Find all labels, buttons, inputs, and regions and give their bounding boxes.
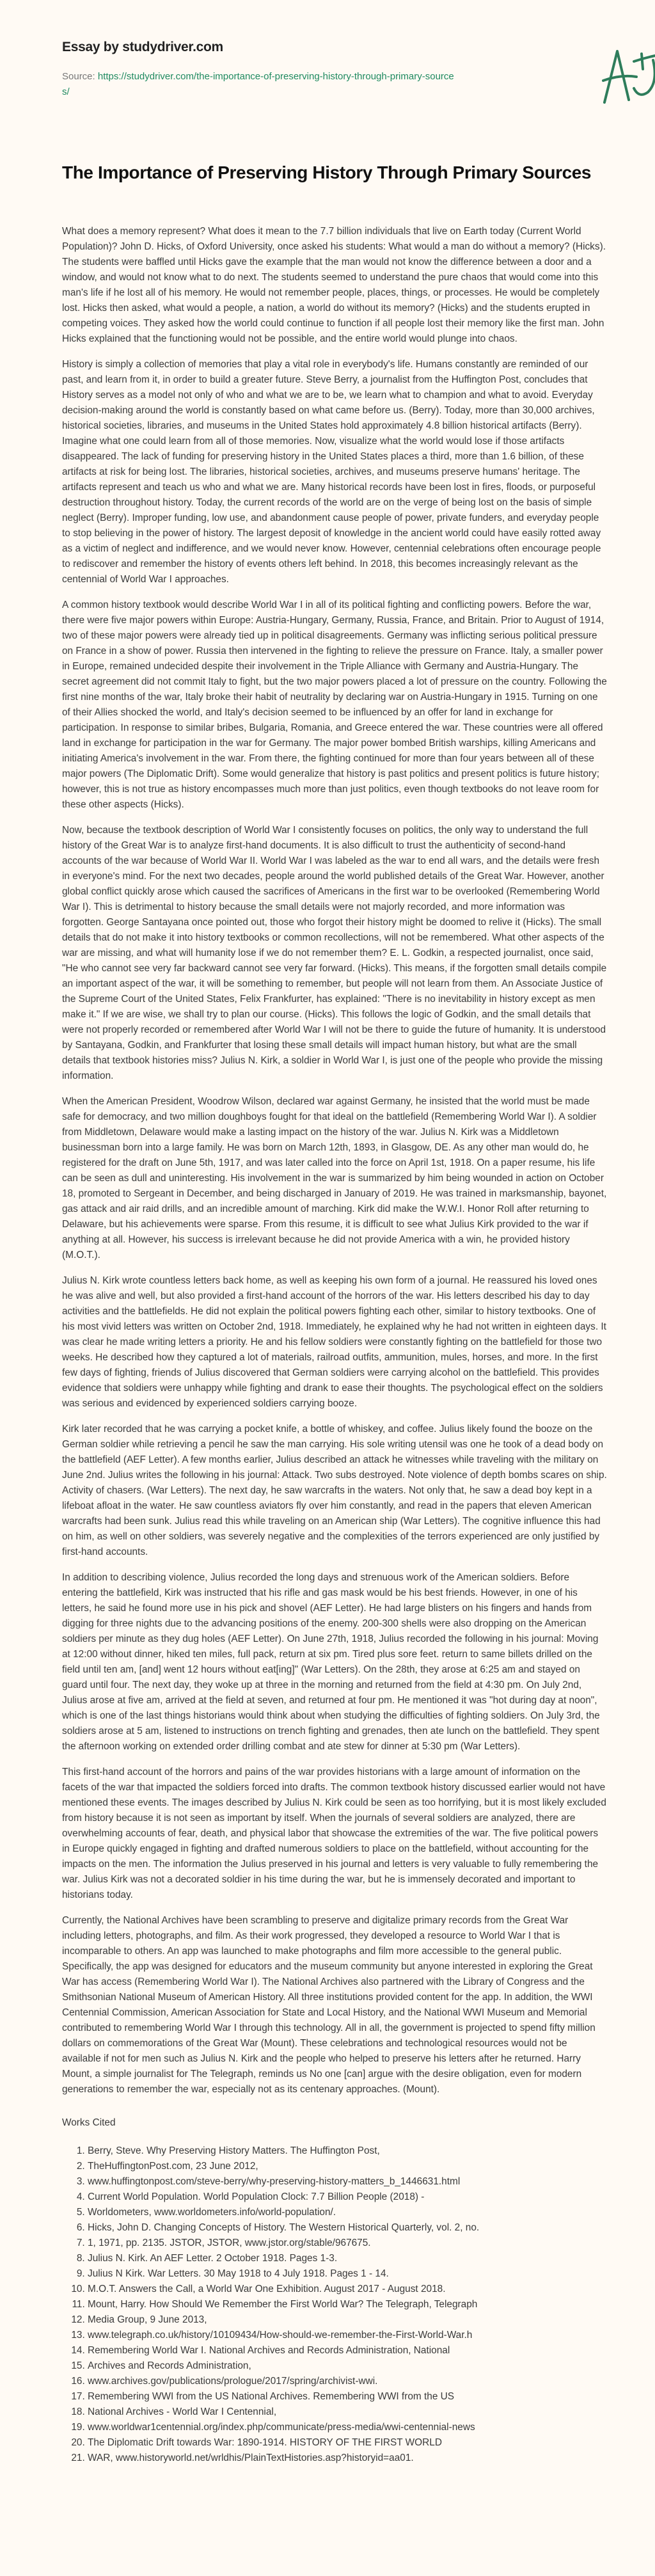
citation-item: 9. Julius N Kirk. War Letters. 30 May 1918 to 4 July 1918. Pages 1 - 14.: [88, 2266, 607, 2282]
paragraph: History is simply a collection of memories that play a vital role in everybody's life. Humans constantly are reminded of our past, and learn from it, in order to build a greater future. Steve Berry, a journalist from the Huffington Post, concludes that History serves as a model not only of who and what we are to be, we learn what to champion and what to avoid. Everyday decision-making around the world is constantly based on what came before us. (Berry). Today, more than 30,000 archives, historical societies, libraries, and museums in the United States hold approximately 4.8 billion historical artifacts (Berry). Imagine what one could learn from all of those memories. Now, visualize what the world would lose if those artifacts disappeared. The lack of funding for preserving history in the United States places a third, more than 1.6 billion, of these artifacts at risk for being lost. The libraries, historical societies, archives, and museums preserve humans' heritage. The artifacts represent and teach us who and what we are. Many historical records have been lost in fires, floods, or purposeful destruction throughout history. Today, the current records of the world are on the verge of being lost on the basis of simple neglect (Berry). Improper funding, low use, and abandonment cause people of power, private funders, and everyday people to stop believing in the power of history. The largest deposit of knowledge in the ancient world could have easily rotted away as a victim of neglect and indifference, and we would never know. However, centennial celebrations often encourage people to rediscover and remember the history of events others left behind. In 2018, this becomes increasingly relevant as the centennial of World War I approaches.: [62, 359, 601, 585]
paragraph: A common history textbook would describe World War I in all of its political fighting and conflicting powers. Before the war, there were five major powers within Europe: Austria-Hungary, Germany, Russia, France, and Britain. Prior to August of 1914, two of these major powers were already tied up in political disagreements. Germany was inflicting serious political pressure on France in a show of power. Russia then intervened in the fighting to relieve the pressure on France. Italy, a smaller power in Europe, remained undecided despite their involvement in the Triple Alliance with Germany and Austria-Hungary. The secret agreement did not commit Italy to fight, but the two major powers placed a lot of pressure on the country. Following the first nine months of the war, Italy broke their habit of neutrality by declaring war on Austria-Hungary in 1915. Turning on one of their Allies shocked the world, and Italy's decision seemed to be influenced by an offer for land in exchange for participation. In response to similar bribes, Bulgaria, Romania, and Greece entered the war. These countries were all offered land in exchange for participation in the war for Germany. The major power bombed British warships, killing Americans and initiating America's involvement in the war. From there, the fighting continued for more than four years between all of these major powers (The Diplomatic Drift). Some would generalize that history is past politics and present politics is future history; however, this is not true as history encompasses much more than just politics, even though textbooks do not leave room for these other aspects (Hicks).: [62, 600, 607, 810]
citation-item: 16. www.archives.gov/publications/prologue/2017/spring/archivist-wwi.: [88, 2374, 607, 2389]
works-cited-list: [62, 2143, 607, 2466]
citation-item: 11. Mount, Harry. How Should We Remember the First World War? The Telegraph, Telegraph: [88, 2297, 607, 2312]
a-plus-logo-icon: [592, 44, 655, 107]
citation-item: 18. National Archives - World War I Centennial,: [88, 2405, 607, 2420]
paragraph: Julius N. Kirk wrote countless letters back home, as well as keeping his own form of a journal. He reassured his loved ones he was alive and well, but also provided a first-hand account of the horrors of the war. His letters described his day to day activities and the battlefields. He did not explain the political powers fighting each other, similar to history textbooks. One of his most vivid letters was written on October 2nd, 1918. Immediately, he explained why he had not written in eighteen days. It was clear he made writing letters a priority. He and his fellow soldiers were constantly fighting on the battlefield for those two weeks. He described how they captured a lot of materials, railroad outfits, ammunition, mules, horses, and more. In the first few days of fighting, friends of Julius discovered that German soldiers were carrying alcohol on the battlefield. This provides evidence that soldiers were unhappy while fighting and drank to ease their thoughts. The psychological effect on the soldiers was serious and evidenced by experienced soldiers carrying booze.: [62, 1275, 606, 1409]
paragraph: Currently, the National Archives have been scrambling to preserve and digitalize primary records from the Great War including letters, photographs, and film. As their work progressed, they developed a resource to World War I that is incomparable to others. An app was launched to make photographs and film more accessible to the general public. Specifically, the app was designed for educators and the museum community but anyone interested in exploring the Great War has access (Remembering World War I). The National Archives also partnered with the Library of Congress and the Smithsonian National Museum of American History. All three institutions provided content for the app. In addition, the WWI Centennial Commission, American Association for State and Local History, and the National WWI Museum and Memorial contributed to remembering World War I through this technology. All in all, the government is projected to spend fifty million dollars on commemorations of the Great War (Mount). These celebrations and technological resources would not be available if not for men such as Julius N. Kirk and the people who helped to preserve his letters after he returned. Harry Mount, a simple journalist for The Telegraph, reminds us No one [can] argue with the desire obligation, even for modern generations to remember the war, especially not as its centenary approaches. (Mount).: [62, 1915, 596, 2095]
citation-item: 13. www.telegraph.co.uk/history/10109434/How-should-we-remember-the-First-World-War.h: [88, 2328, 607, 2343]
paragraph: When the American President, Woodrow Wilson, declared war against Germany, he insisted that the world must be made safe for democracy, and two million doughboys fought for that ideal on the battlefield (Remembering World War I). A soldier from Middletown, Delaware would make a lasting impact on the history of the war. Julius N. Kirk was a Middletown businessman born into a large family. He was born on March 12th, 1893, in Glasgow, DE. As any other man would do, he registered for the draft on June 5th, 1917, and was later called into the force on April 1st, 1918. On a paper resume, his life can be seen as dull and uninteresting. His involvement in the war is summarized by him being wounded in action on October 18, promoted to Sergeant in December, and being discharged in January of 2019. He was trained in marksmanship, bayonet, gas attack and air raid drills, and an incredible amount of marching. Kirk did make the W.W.I. Honor Roll after returning to Delaware, but his achievements were sparse. From this resume, it is difficult to see what Julius Kirk provided to the war if anything at all. However, his success is irrelevant because he did not provide America with a win, he provided history (M.O.T.).: [62, 1096, 607, 1260]
citation-item: 3. www.huffingtonpost.com/steve-berry/why-preserving-history-matters_b_1446631.html: [88, 2174, 607, 2190]
citation-item: 20. The Diplomatic Drift towards War: 1890-1914. HISTORY OF THE FIRST WORLD: [88, 2435, 607, 2451]
source-line: [62, 69, 459, 100]
paragraph: What does a memory represent? What does it mean to the 7.7 billion individuals that live on Earth today (Current World Population)? John D. Hicks, of Oxford University, once asked his students: What would a man do without a memory? (Hicks). The students were baffled until Hicks gave the example that the man would not know the difference between a door and a window, and would not know what to do next. The students seemed to understand the pure chaos that would come into this man's life if he lost all of his memory. He would not remember people, places, things, or processes. He would be completely lost. Hicks then asked, what would a people, a nation, a world do without its memory? (Hicks) and the students erupted in competing voices. They asked how the world could continue to function if all people lost their memory like the first man. John Hicks explained that the functioning would not be possible, and the entire world would plunge into chaos.: [62, 226, 606, 344]
citation-item: 15. Archives and Records Administration,: [88, 2358, 607, 2374]
source-label: Source:: [62, 71, 98, 82]
citation-item: 4. Current World Population. World Population Clock: 7.7 Billion People (2018) -: [88, 2190, 607, 2205]
citation-item: 21. WAR, www.historyworld.net/wrldhis/PlainTextHistories.asp?historyid=aa01.: [88, 2451, 607, 2466]
paragraph: Now, because the textbook description of World War I consistently focuses on politics, the only way to understand the full history of the Great War is to analyze first-hand documents. It is also difficult to trust the authenticity of second-hand accounts of the war because of World War II. World War I was labeled as the war to end all wars, and the details were fresh in everyone's mind. For the next two decades, people around the world published details of the Great War. However, another global conflict quickly arose which caused the sacrifices of Americans in the first war to be overlooked (Remembering World War I). This is detrimental to history because the small details were not majorly recorded, and more information was forgotten. George Santayana once pointed out, those who forgot their history might be doomed to relive it (Hicks). The small details that do not make it into history textbooks or common recollections, will not be remembered. What other aspects of the war are missing, and what will humanity lose if we do not remember them? E. L. Godkin, a respected journalist, once said, "He who cannot see very far backward cannot see very far forward. (Hicks). This means, if the forgotten small details compile an important aspect of the war, it will be something to remember, but people will not learn from them. An Associate Justice of the Supreme Court of the United States, Felix Frankfurter, has explained: "There is no inevitability in history except as men make it." If we are wise, we shall try to plan our course. (Hicks). This follows the logic of Godkin, and the small details that were not properly recorded or remembered after World War I will not be there to guide the future of humanity. It is understood by Santayana, Godkin, and Frankfurter that losing these small details will impact human history, but what are the small details that textbook histories miss? Julius N. Kirk, a soldier in World War I, is just one of the people who provide the missing information.: [62, 825, 607, 1081]
citation-item: 8. Julius N. Kirk. An AEF Letter. 2 October 1918. Pages 1-3.: [88, 2251, 607, 2266]
citation-item: 14. Remembering World War I. National Archives and Records Administration, National: [88, 2343, 607, 2358]
citation-item: 19. www.worldwar1centennial.org/index.php/communicate/press-media/wwi-centennial-news: [88, 2420, 607, 2435]
citation-item: 17. Remembering WWI from the US National Archives. Remembering WWI from the US: [88, 2389, 607, 2405]
paragraph: Kirk later recorded that he was carrying a pocket knife, a bottle of whiskey, and coffee. Julius likely found the booze on the German soldier while retrieving a pencil he saw the man carrying. His sole writing utensil was one he took of a dead body on the battlefield (AEF Letter). A few months earlier, Julius described an attack he witnesses while traveling with the military on June 2nd. Julius writes the following in his journal: Attack. Two subs destroyed. Note violence of depth bombs scares on ship. Activity of chasers. (War Letters). The next day, he saw warcrafts in the waters. Not only that, he saw a dead boy kept in a lifeboat afloat in the water. He saw countless aviators fly over him constantly, and read in the papers that eleven American warcrafts had been sunk. Julius read this while traveling on an American ship (War Letters). The cognitive influence this had on him, as well on other soldiers, was severely negative and the complexities of the terrors experienced are only justified by first-hand accounts.: [62, 1424, 607, 1557]
essay-title: The Importance of Preserving History Through Primary Sources: [62, 163, 592, 182]
citation-item: 2. TheHuffingtonPost.com, 23 June 2012,: [88, 2159, 607, 2174]
site-brand: Essay by studydriver.com: [62, 40, 223, 54]
source-link[interactable]: https://studydriver.com/the-importance-of-preserving-history-through-primary-sources/: [62, 71, 454, 97]
citation-item: 7. 1, 1971, pp. 2135. JSTOR, JSTOR, www.jstor.org/stable/967675.: [88, 2236, 607, 2251]
citation-item: 12. Media Group, 9 June 2013,: [88, 2312, 607, 2328]
citation-item: 5. Worldometers, www.worldometers.info/world-population/.: [88, 2205, 607, 2220]
works-cited-heading: Works Cited: [62, 2117, 116, 2128]
paragraph: In addition to describing violence, Julius recorded the long days and strenuous work of the American soldiers. Before entering the battlefield, Kirk was instructed that his rifle and gas mask would be his best friends. However, in one of his letters, he said he found more use in his pick and shovel (AEF Letter). He had large blisters on his fingers and hands from digging for three nights due to the advancing positions of the enemy. 200-300 shells were also dropping on the American soldiers per minute as they dug holes (AEF Letter). On June 27th, 1918, Julius recorded the following in his journal: Moving at 12:00 without dinner, hiked ten miles, full pack, return at six pm. Tired plus sore feet. return to same billets drilled on the field until ten am, [and] went 12 hours without eat[ing]" (War Letters). On the 28th, they arose at 6:25 am and stayed on guard until four. The next day, they woke up at three in the morning and returned from the field at 4:30 pm. On July 2nd, Julius arose at five am, arrived at the field at seven, and returned at four pm. He mentioned it was "hot during day at noon", which is one of the last things historians would think about when studying the difficulties of fighting soldiers. On July 3rd, the soldiers arose at 5 am, listened to instructions on trench fighting and grenades, then ate lunch on the battlefield. They spent the afternoon working on extended order drilling combat and ate stew for dinner at 5:30 pm (War Letters).: [62, 1572, 600, 1752]
paragraph: This first-hand account of the horrors and pains of the war provides historians with a large amount of information on the facets of the war that impacted the soldiers forced into drafts. The common textbook history discussed earlier would not have mentioned these events. The images described by Julius N. Kirk could be seen as too horrifying, but it is most likely excluded from history because it is not seen as important by itself. When the journals of several soldiers are analyzed, there are overwhelming accounts of fear, death, and physical labor that showcase the extremities of the war. The five political powers in Europe quickly engaged in fighting and drafted numerous soldiers to place on the battlefield, without accounting for the impacts on the men. The information the Julius preserved in his journal and letters is very valuable to fully remembering the war. Julius Kirk was not a decorated soldier in his time during the war, but he is immensely decorated and important to historians today.: [62, 1767, 606, 1900]
citation-item: 10. M.O.T. Answers the Call, a World War One Exhibition. August 2017 - August 2018.: [88, 2282, 607, 2297]
essay-body: [62, 224, 607, 2466]
citation-item: 1. Berry, Steve. Why Preserving History Matters. The Huffington Post,: [88, 2143, 607, 2159]
citation-item: 6. Hicks, John D. Changing Concepts of History. The Western Historical Quarterly, vol. 2, no.: [88, 2220, 607, 2236]
